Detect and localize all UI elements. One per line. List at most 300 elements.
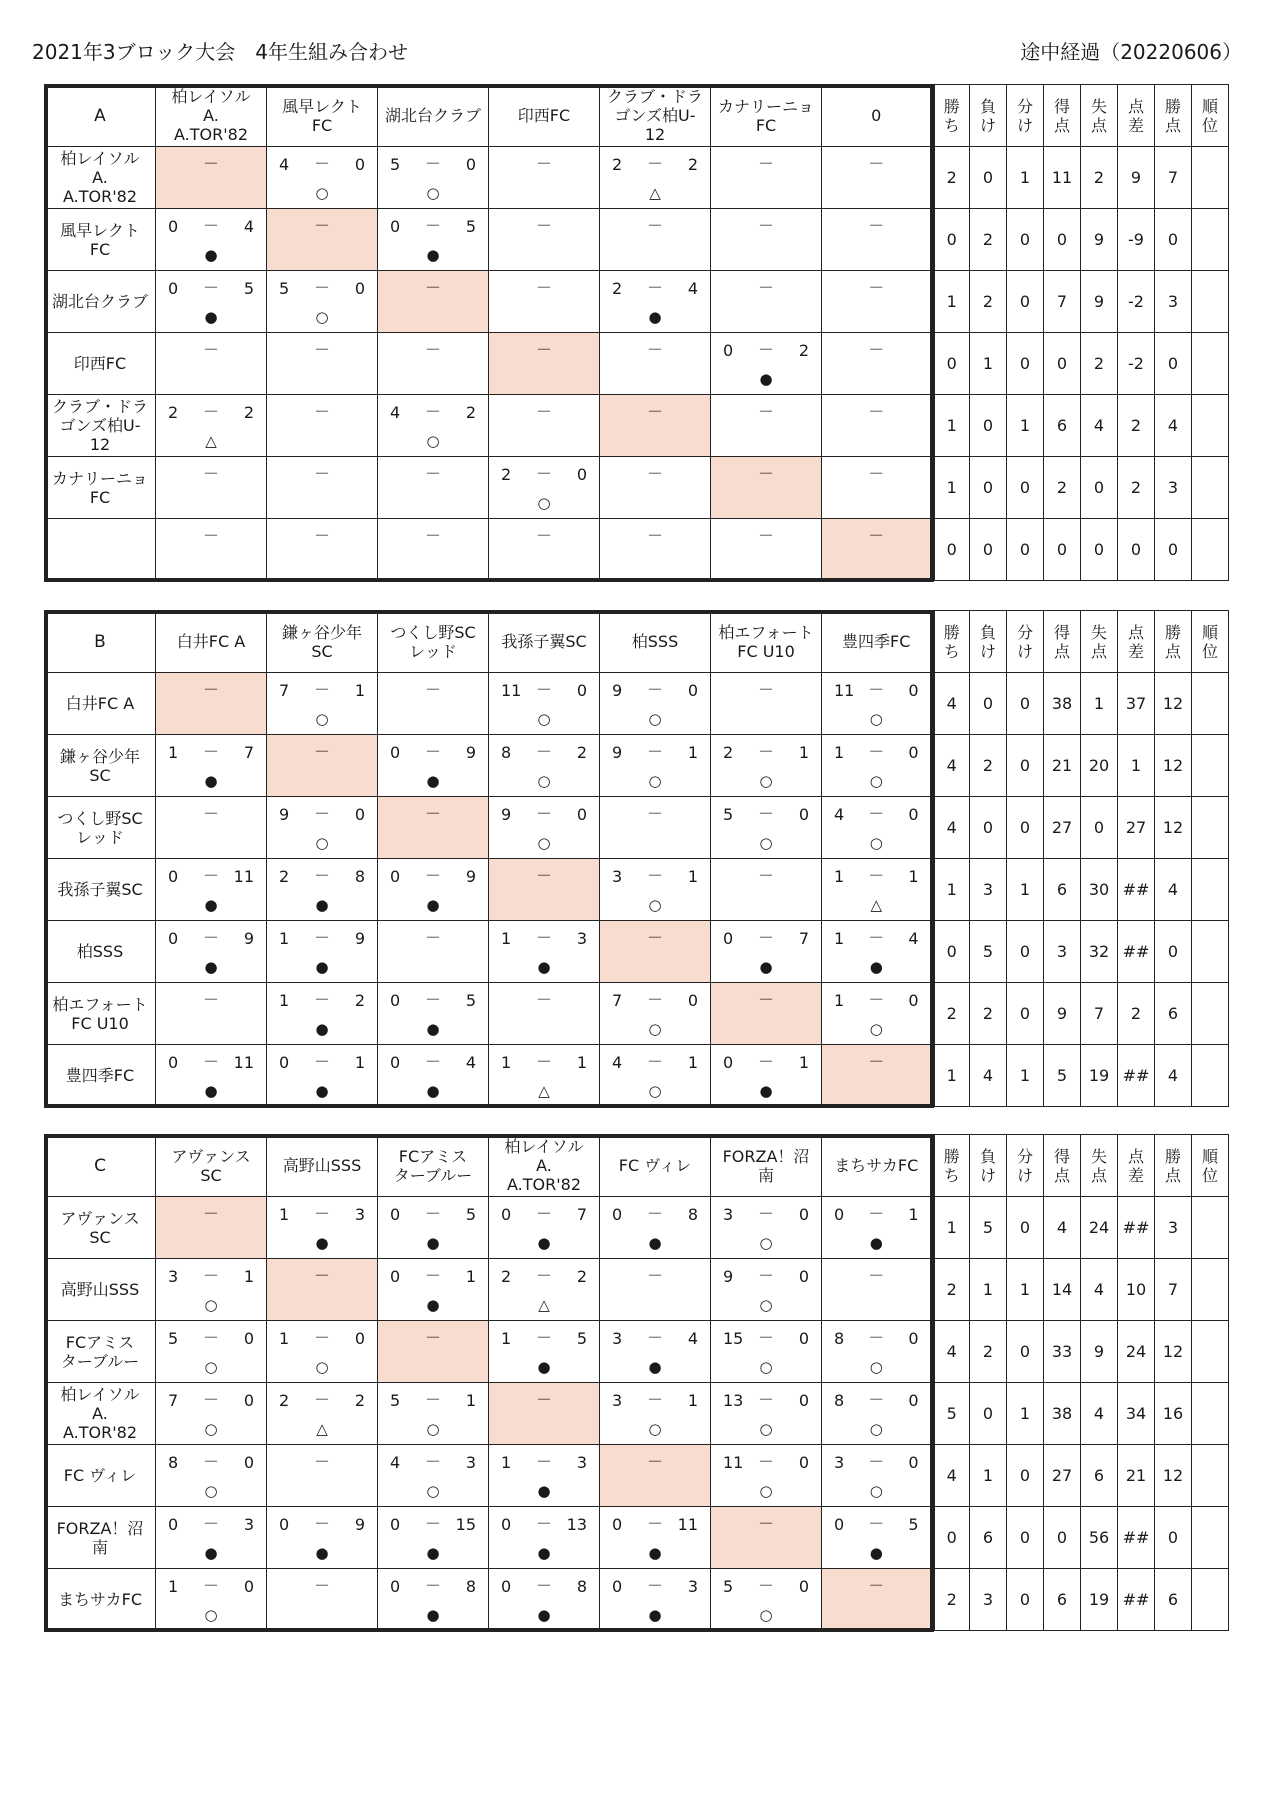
score-separator: －: [868, 927, 885, 947]
loss-icon: ●: [426, 245, 440, 264]
team-row-label: 湖北台クラブ: [45, 271, 156, 333]
score-for: 0: [390, 1514, 401, 1534]
stat-cell: 2: [970, 271, 1007, 333]
win-icon: ○: [537, 771, 551, 790]
stat-cell: 3: [1044, 921, 1081, 983]
score-against: 3: [243, 1514, 254, 1534]
stat-column-header: 分 け: [1007, 1135, 1044, 1197]
score-for: 1: [501, 928, 512, 948]
score-for: 0: [168, 866, 179, 886]
stat-cell: 10: [1118, 1259, 1155, 1321]
empty-dash: －: [313, 741, 330, 761]
empty-dash: －: [535, 215, 552, 235]
empty-dash: －: [535, 865, 552, 885]
stat-cell: 0: [1081, 457, 1118, 519]
score-for: 2: [612, 278, 623, 298]
team-row: [45, 673, 1229, 735]
self-match-cell: [489, 333, 600, 395]
match-cell: [267, 457, 378, 519]
score-separator: －: [313, 1327, 330, 1347]
stat-column-header: 勝 ち: [933, 611, 970, 673]
team-row-label: FC ヴィレ: [45, 1445, 156, 1507]
team-column-header: つくし野SC レッド: [378, 611, 489, 673]
match-cell: [156, 395, 267, 457]
match-cell: [489, 209, 600, 271]
empty-dash: －: [202, 463, 219, 483]
match-cell: [489, 457, 600, 519]
loss-icon: ●: [426, 1233, 440, 1252]
score-against: 1: [354, 1052, 365, 1072]
score-separator: －: [202, 1513, 219, 1533]
score-against: 11: [677, 1514, 698, 1534]
empty-dash: －: [757, 215, 774, 235]
win-icon: ○: [426, 431, 440, 450]
loss-icon: ●: [648, 307, 662, 326]
stat-cell: 1: [1007, 147, 1044, 209]
win-icon: ○: [648, 1081, 662, 1100]
match-cell: [822, 333, 933, 395]
empty-dash: －: [535, 401, 552, 421]
score-separator: －: [313, 1051, 330, 1071]
stat-cell: 2: [970, 1321, 1007, 1383]
team-row-label: アヴァンス SC: [45, 1197, 156, 1259]
loss-icon: ●: [869, 957, 883, 976]
team-row: [45, 797, 1229, 859]
match-cell: [822, 859, 933, 921]
stat-cell: -2: [1118, 271, 1155, 333]
match-cell: [600, 1045, 711, 1107]
stat-cell: 12: [1155, 1321, 1192, 1383]
match-cell: [378, 1507, 489, 1569]
match-cell: [600, 1197, 711, 1259]
empty-dash: －: [868, 277, 885, 297]
score-separator: －: [757, 741, 774, 761]
stat-cell: [1192, 859, 1229, 921]
match-cell: [489, 147, 600, 209]
score-for: 0: [390, 1204, 401, 1224]
win-icon: ○: [204, 1481, 218, 1500]
stat-cell: 24: [1118, 1321, 1155, 1383]
stat-cell: [1192, 209, 1229, 271]
score-separator: －: [757, 339, 774, 359]
stat-cell: 38: [1044, 1383, 1081, 1445]
match-cell: [378, 735, 489, 797]
score-separator: －: [868, 1389, 885, 1409]
match-cell: [489, 673, 600, 735]
stat-cell: 4: [1155, 395, 1192, 457]
match-cell: [156, 921, 267, 983]
score-separator: －: [424, 989, 441, 1009]
match-cell: [156, 735, 267, 797]
empty-dash: －: [535, 1389, 552, 1409]
score-separator: －: [535, 741, 552, 761]
match-cell: [489, 921, 600, 983]
score-for: 0: [723, 340, 734, 360]
score-for: 1: [168, 742, 179, 762]
stat-cell: -2: [1118, 333, 1155, 395]
match-cell: [378, 921, 489, 983]
team-column-header: 柏SSS: [600, 611, 711, 673]
score-against: 4: [243, 216, 254, 236]
match-cell: [378, 333, 489, 395]
score-for: 11: [501, 680, 522, 700]
self-match-cell: [711, 983, 822, 1045]
score-separator: －: [646, 277, 663, 297]
match-cell: [378, 673, 489, 735]
loss-icon: ●: [759, 1081, 773, 1100]
match-cell: [156, 209, 267, 271]
score-separator: －: [202, 1051, 219, 1071]
match-cell: [822, 1197, 933, 1259]
self-match-cell: [489, 1383, 600, 1445]
stat-cell: 34: [1118, 1383, 1155, 1445]
team-column-header: FC ヴィレ: [600, 1135, 711, 1197]
stat-cell: 32: [1081, 921, 1118, 983]
match-cell: [822, 1321, 933, 1383]
loss-icon: ●: [426, 1295, 440, 1314]
score-separator: －: [313, 989, 330, 1009]
empty-dash: －: [757, 989, 774, 1009]
stat-cell: 0: [1007, 1569, 1044, 1631]
stat-cell: 12: [1155, 1445, 1192, 1507]
match-cell: [711, 1445, 822, 1507]
match-cell: [489, 1445, 600, 1507]
stat-cell: 4: [1081, 1383, 1118, 1445]
match-cell: [711, 859, 822, 921]
loss-icon: ●: [204, 307, 218, 326]
score-separator: －: [535, 463, 552, 483]
team-column-header: 風早レクト FC: [267, 85, 378, 147]
loss-icon: ●: [426, 1019, 440, 1038]
match-cell: [600, 1383, 711, 1445]
score-against: 5: [465, 1204, 476, 1224]
score-for: 0: [168, 278, 179, 298]
empty-dash: －: [424, 1327, 441, 1347]
match-cell: [267, 1045, 378, 1107]
score-for: 0: [390, 1576, 401, 1596]
score-against: 8: [354, 866, 365, 886]
stat-cell: 0: [970, 673, 1007, 735]
score-against: 0: [687, 680, 698, 700]
score-against: 0: [576, 804, 587, 824]
score-against: 3: [465, 1452, 476, 1472]
empty-dash: －: [757, 679, 774, 699]
stat-cell: 0: [1081, 519, 1118, 581]
match-cell: [156, 797, 267, 859]
score-against: 2: [687, 154, 698, 174]
score-separator: －: [313, 1203, 330, 1223]
stat-cell: 27: [1044, 1445, 1081, 1507]
match-cell: [489, 797, 600, 859]
team-column-header: FORZA！沼 南: [711, 1135, 822, 1197]
score-against: 0: [908, 990, 919, 1010]
score-for: 9: [279, 804, 290, 824]
win-icon: ○: [426, 1419, 440, 1438]
match-cell: [267, 983, 378, 1045]
stat-column-header: 負 け: [970, 611, 1007, 673]
score-for: 0: [723, 928, 734, 948]
score-for: 15: [723, 1328, 744, 1348]
self-match-cell: [156, 673, 267, 735]
stat-column-header: 失 点: [1081, 85, 1118, 147]
match-cell: [711, 1259, 822, 1321]
self-match-cell: [600, 1445, 711, 1507]
stat-cell: 56: [1081, 1507, 1118, 1569]
score-separator: －: [535, 1203, 552, 1223]
self-match-cell: [267, 735, 378, 797]
team-row-label: クラブ・ドラ ゴンズ柏U- 12: [45, 395, 156, 457]
loss-icon: ●: [315, 957, 329, 976]
stat-cell: [1192, 797, 1229, 859]
loss-icon: ●: [315, 895, 329, 914]
empty-dash: －: [868, 215, 885, 235]
stat-cell: 4: [1155, 1045, 1192, 1107]
empty-dash: －: [313, 525, 330, 545]
score-separator: －: [868, 1327, 885, 1347]
match-cell: [822, 735, 933, 797]
score-for: 0: [390, 742, 401, 762]
score-against: 4: [687, 1328, 698, 1348]
stat-cell: 2: [1118, 983, 1155, 1045]
match-cell: [711, 147, 822, 209]
score-separator: －: [313, 803, 330, 823]
match-cell: [378, 1445, 489, 1507]
score-separator: －: [202, 1575, 219, 1595]
stat-cell: 0: [933, 209, 970, 271]
match-cell: [711, 271, 822, 333]
score-separator: －: [313, 1513, 330, 1533]
stat-cell: 6: [1155, 1569, 1192, 1631]
win-icon: ○: [315, 183, 329, 202]
empty-dash: －: [424, 339, 441, 359]
score-against: 8: [465, 1576, 476, 1596]
score-separator: －: [757, 1203, 774, 1223]
team-row-label: 白井FC A: [45, 673, 156, 735]
stat-cell: 0: [933, 1507, 970, 1569]
empty-dash: －: [313, 1265, 330, 1285]
stat-column-header: 得 点: [1044, 611, 1081, 673]
team-row: [45, 1321, 1229, 1383]
win-icon: ○: [869, 771, 883, 790]
score-against: 11: [233, 866, 254, 886]
score-for: 3: [612, 1328, 623, 1348]
score-for: 1: [279, 990, 290, 1010]
empty-dash: －: [646, 339, 663, 359]
score-against: 2: [354, 1390, 365, 1410]
score-against: 9: [465, 866, 476, 886]
self-match-cell: [600, 921, 711, 983]
stat-cell: 9: [1081, 1321, 1118, 1383]
empty-dash: －: [202, 989, 219, 1009]
stat-cell: 24: [1081, 1197, 1118, 1259]
score-against: 2: [465, 402, 476, 422]
draw-icon: △: [316, 1419, 328, 1438]
win-icon: ○: [204, 1605, 218, 1624]
score-against: 1: [798, 742, 809, 762]
stat-column-header: 負 け: [970, 85, 1007, 147]
match-cell: [378, 1259, 489, 1321]
block-label: C: [45, 1135, 156, 1197]
stat-cell: [1192, 519, 1229, 581]
empty-dash: －: [535, 525, 552, 545]
score-for: 9: [612, 742, 623, 762]
score-against: 0: [576, 464, 587, 484]
stat-cell: 38: [1044, 673, 1081, 735]
stat-cell: 9: [1081, 271, 1118, 333]
score-for: 3: [834, 1452, 845, 1472]
match-cell: [600, 1507, 711, 1569]
empty-dash: －: [868, 1575, 885, 1595]
score-separator: －: [757, 1051, 774, 1071]
self-match-cell: [822, 1569, 933, 1631]
score-for: 1: [834, 928, 845, 948]
stat-cell: [1192, 735, 1229, 797]
match-cell: [600, 859, 711, 921]
stat-cell: 1: [970, 333, 1007, 395]
score-separator: －: [868, 865, 885, 885]
empty-dash: －: [313, 215, 330, 235]
win-icon: ○: [869, 1481, 883, 1500]
loss-icon: ●: [537, 1233, 551, 1252]
empty-dash: －: [646, 463, 663, 483]
stat-column-header: 順 位: [1192, 1135, 1229, 1197]
stat-cell: 11: [1044, 147, 1081, 209]
team-column-header: アヴァンス SC: [156, 1135, 267, 1197]
match-cell: [378, 859, 489, 921]
stat-cell: 4: [1155, 859, 1192, 921]
match-cell: [156, 1321, 267, 1383]
loss-icon: ●: [426, 1605, 440, 1624]
match-cell: [822, 1259, 933, 1321]
stat-cell: [1192, 1383, 1229, 1445]
stat-cell: 0: [1081, 797, 1118, 859]
match-cell: [489, 735, 600, 797]
block-label: A: [45, 85, 156, 147]
stat-column-header: 失 点: [1081, 1135, 1118, 1197]
score-for: 0: [612, 1204, 623, 1224]
win-icon: ○: [648, 895, 662, 914]
score-against: 0: [243, 1328, 254, 1348]
score-against: 5: [465, 216, 476, 236]
match-cell: [822, 271, 933, 333]
stat-cell: 0: [1007, 271, 1044, 333]
match-cell: [378, 1569, 489, 1631]
stat-cell: 1: [933, 271, 970, 333]
match-cell: [267, 147, 378, 209]
score-against: 1: [243, 1266, 254, 1286]
score-for: 0: [612, 1576, 623, 1596]
team-row: [45, 859, 1229, 921]
stat-cell: 0: [1007, 457, 1044, 519]
stat-cell: 0: [970, 519, 1007, 581]
stat-cell: 0: [1044, 1507, 1081, 1569]
score-separator: －: [424, 1051, 441, 1071]
match-cell: [489, 1045, 600, 1107]
stat-cell: 0: [970, 147, 1007, 209]
stat-cell: 20: [1081, 735, 1118, 797]
match-cell: [156, 519, 267, 581]
match-cell: [711, 1197, 822, 1259]
loss-icon: ●: [204, 1543, 218, 1562]
empty-dash: －: [757, 153, 774, 173]
score-against: 0: [354, 804, 365, 824]
stat-column-header: 勝 点: [1155, 1135, 1192, 1197]
stat-cell: ##: [1118, 921, 1155, 983]
win-icon: ○: [759, 1357, 773, 1376]
stat-cell: 0: [1007, 209, 1044, 271]
score-against: 2: [576, 742, 587, 762]
score-separator: －: [313, 153, 330, 173]
empty-dash: －: [646, 1265, 663, 1285]
loss-icon: ●: [204, 245, 218, 264]
win-icon: ○: [315, 709, 329, 728]
empty-dash: －: [757, 463, 774, 483]
team-row: [45, 519, 1229, 581]
score-for: 2: [501, 1266, 512, 1286]
empty-dash: －: [313, 401, 330, 421]
score-separator: －: [868, 1513, 885, 1533]
stat-cell: 1: [970, 1445, 1007, 1507]
match-cell: [711, 333, 822, 395]
score-separator: －: [868, 741, 885, 761]
stat-cell: 2: [1081, 333, 1118, 395]
empty-dash: －: [868, 1051, 885, 1071]
stat-cell: ##: [1118, 1569, 1155, 1631]
score-separator: －: [202, 215, 219, 235]
win-icon: ○: [759, 1605, 773, 1624]
match-cell: [600, 797, 711, 859]
score-separator: －: [535, 1265, 552, 1285]
stat-cell: 2: [1118, 457, 1155, 519]
empty-dash: －: [424, 525, 441, 545]
score-separator: －: [202, 1327, 219, 1347]
score-separator: －: [646, 1051, 663, 1071]
team-row: [45, 735, 1229, 797]
team-row-label: 柏レイソル A. A.TOR'82: [45, 147, 156, 209]
loss-icon: ●: [315, 1081, 329, 1100]
score-for: 0: [168, 216, 179, 236]
match-cell: [378, 1383, 489, 1445]
score-for: 3: [612, 1390, 623, 1410]
score-against: 0: [354, 278, 365, 298]
win-icon: ○: [315, 1357, 329, 1376]
win-icon: ○: [759, 1419, 773, 1438]
match-cell: [267, 333, 378, 395]
score-against: 1: [908, 1204, 919, 1224]
match-cell: [822, 797, 933, 859]
score-against: 1: [687, 1052, 698, 1072]
stat-cell: 0: [1007, 1321, 1044, 1383]
stat-cell: [1192, 1321, 1229, 1383]
score-separator: －: [313, 1389, 330, 1409]
empty-dash: －: [757, 865, 774, 885]
self-match-cell: [711, 1507, 822, 1569]
stat-cell: 0: [1155, 209, 1192, 271]
stat-cell: [1192, 1569, 1229, 1631]
team-column-header: 印西FC: [489, 85, 600, 147]
match-cell: [489, 1569, 600, 1631]
team-row-label: 印西FC: [45, 333, 156, 395]
score-for: 7: [168, 1390, 179, 1410]
stat-cell: 33: [1044, 1321, 1081, 1383]
stat-cell: [1192, 147, 1229, 209]
score-for: 0: [168, 1514, 179, 1534]
score-for: 1: [834, 990, 845, 1010]
win-icon: ○: [426, 1481, 440, 1500]
score-against: 0: [908, 1390, 919, 1410]
stat-column-header: 点 差: [1118, 611, 1155, 673]
score-for: 0: [723, 1052, 734, 1072]
